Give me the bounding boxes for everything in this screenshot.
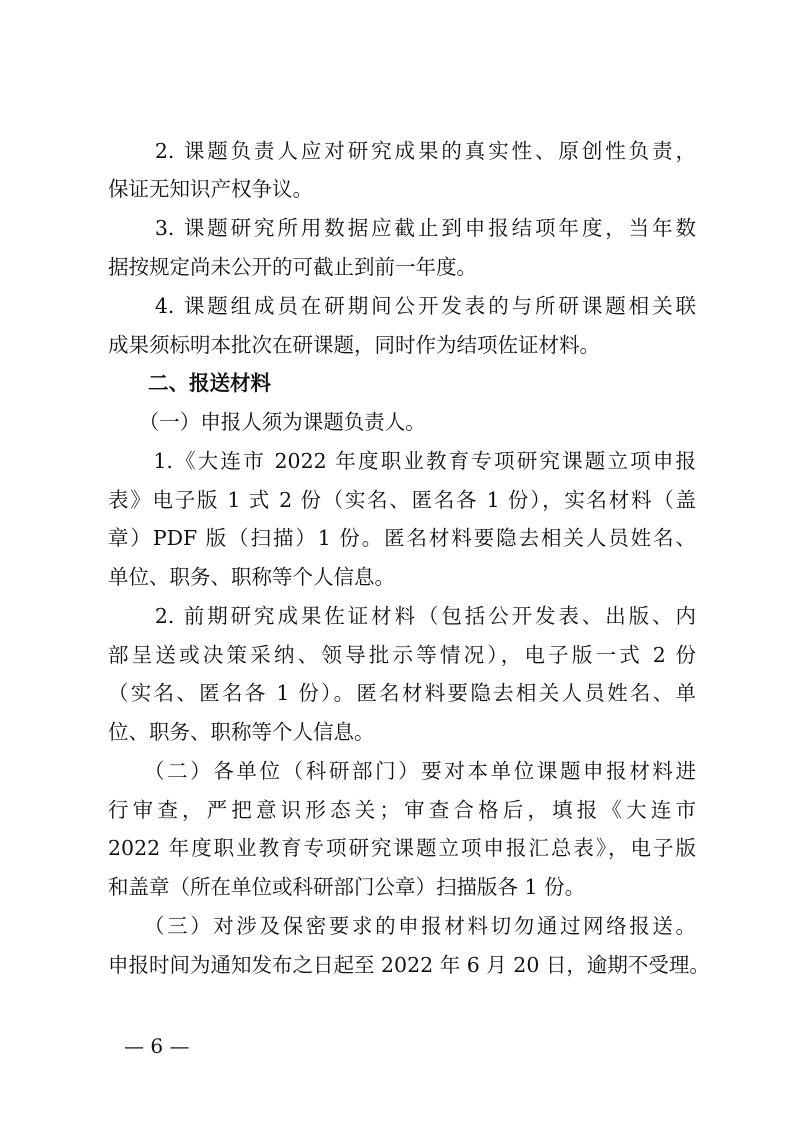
paragraph-line: 和盖章（所在单位或科研部门公章）扫描版各 1 份。: [108, 875, 586, 899]
paragraph-line: 2. 课题负责人应对研究成果的真实性、原创性负责，: [108, 139, 696, 163]
paragraph-line: （实名、匿名各 1 份）。匿名材料要隐去相关人员姓名、单: [108, 681, 696, 705]
paragraph-line: 2022 年度职业教育专项研究课题立项申报汇总表》，电子版: [108, 836, 696, 860]
paragraph-line: 成果须标明本批次在研课题，同时作为结项佐证材料。: [108, 333, 600, 357]
paragraph-line: 4. 课题组成员在研期间公开发表的与所研课题相关联: [108, 294, 696, 318]
paragraph-line: 据按规定尚未公开的可截止到前一年度。: [108, 255, 477, 279]
page-number: — 6 —: [124, 1034, 190, 1058]
paragraph-line: （三）对涉及保密要求的申报材料切勿通过网络报送。: [108, 914, 696, 938]
paragraph-line: 单位、职务、职称等个人信息。: [108, 565, 395, 589]
paragraph-line: （二）各单位（科研部门）要对本单位课题申报材料进: [108, 759, 696, 783]
paragraph-line: 2. 前期研究成果佐证材料（包括公开发表、出版、内: [108, 604, 696, 628]
paragraph-line: 1.《大连市 2022 年度职业教育专项研究课题立项申报: [108, 449, 696, 473]
paragraph-line: （一）申报人须为课题负责人。: [108, 410, 426, 434]
paragraph-line: 申报时间为通知发布之日起至 2022 年 6 月 20 日，逾期不受理。: [108, 953, 710, 977]
paragraph-line: 表》电子版 1 式 2 份（实名、匿名各 1 份），实名材料（盖: [108, 488, 696, 512]
paragraph-line: 3. 课题研究所用数据应截止到申报结项年度，当年数: [108, 216, 696, 240]
paragraph-line: 部呈送或决策采纳、领导批示等情况），电子版一式 2 份: [108, 643, 696, 667]
paragraph-line: 行审查，严把意识形态关；审查合格后，填报《大连市: [108, 798, 696, 822]
paragraph-line: 章）PDF 版（扫描）1 份。匿名材料要隐去相关人员姓名、: [108, 526, 696, 550]
paragraph-line: 位、职务、职称等个人信息。: [108, 720, 375, 744]
paragraph-line: 保证无知识产权争议。: [108, 177, 313, 201]
section-heading: 二、报送材料: [148, 371, 271, 395]
